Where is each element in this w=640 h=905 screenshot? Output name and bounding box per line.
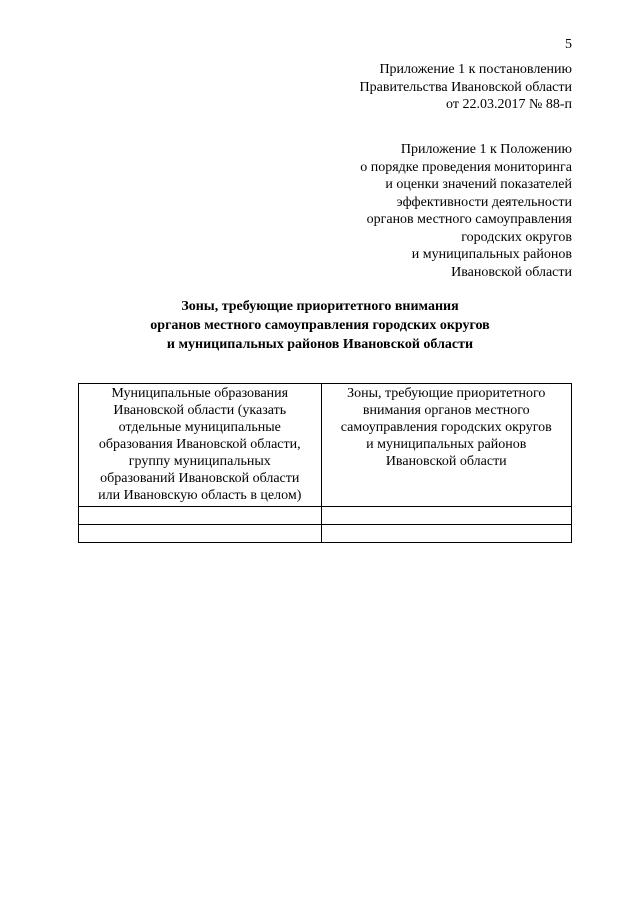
appendix-regulation-line: городских округов (461, 229, 572, 245)
table-cell (321, 507, 572, 525)
page-number: 5 (565, 37, 572, 52)
appendix-resolution-reference (360, 61, 572, 114)
table-row (79, 507, 572, 525)
appendix-regulation-line: Приложение 1 к Положению (400, 142, 572, 157)
header-line: образований Ивановской области (100, 471, 300, 486)
header-line: Зоны, требующие приоритетного (347, 386, 546, 401)
header-line: самоуправления городских округов (340, 420, 552, 435)
zones-table (78, 383, 572, 543)
document-title-line: и муниципальных районов Ивановской области (166, 337, 474, 352)
appendix-regulation-line: и оценки значений показателей (385, 177, 572, 192)
header-line: образования Ивановской области, (98, 437, 301, 452)
header-line: Ивановской области (указать (113, 403, 287, 418)
appendix-regulation-line: о порядке проведения мониторинга (360, 159, 572, 175)
appendix-regulation-line: и муниципальных районов (411, 247, 572, 262)
header-line: Ивановской области (385, 454, 507, 469)
appendix-resolution-line: Приложение 1 к постановлению (379, 62, 572, 77)
table-cell (79, 525, 322, 543)
appendix-regulation-line: органов местного самоуправления (366, 212, 572, 227)
document-title (0, 297, 640, 354)
document-title-line: органов местного самоуправления городских округов (150, 318, 490, 333)
header-priority-zones (321, 384, 572, 507)
header-line: или Ивановскую область в целом) (98, 488, 302, 503)
header-line: Муниципальные образования (111, 386, 289, 401)
table-header-row (79, 384, 572, 507)
appendix-regulation-reference (360, 141, 572, 281)
table-cell (321, 525, 572, 543)
appendix-resolution-line: Правительства Ивановской области (359, 79, 572, 95)
header-line: группу муниципальных (128, 454, 271, 469)
table-row (79, 525, 572, 543)
header-line: и муниципальных районов (366, 437, 527, 452)
appendix-regulation-line: эффективности деятельности (396, 194, 572, 210)
document-title-line: Зоны, требующие приоритетного внимания (181, 299, 459, 314)
header-line: внимания органов местного (362, 403, 530, 418)
header-line: отдельные муниципальные (118, 420, 281, 435)
table-cell (79, 507, 322, 525)
appendix-resolution-line: от 22.03.2017 № 88-п (446, 97, 572, 112)
appendix-regulation-line: Ивановской области (451, 264, 572, 280)
header-municipalities (79, 384, 322, 507)
